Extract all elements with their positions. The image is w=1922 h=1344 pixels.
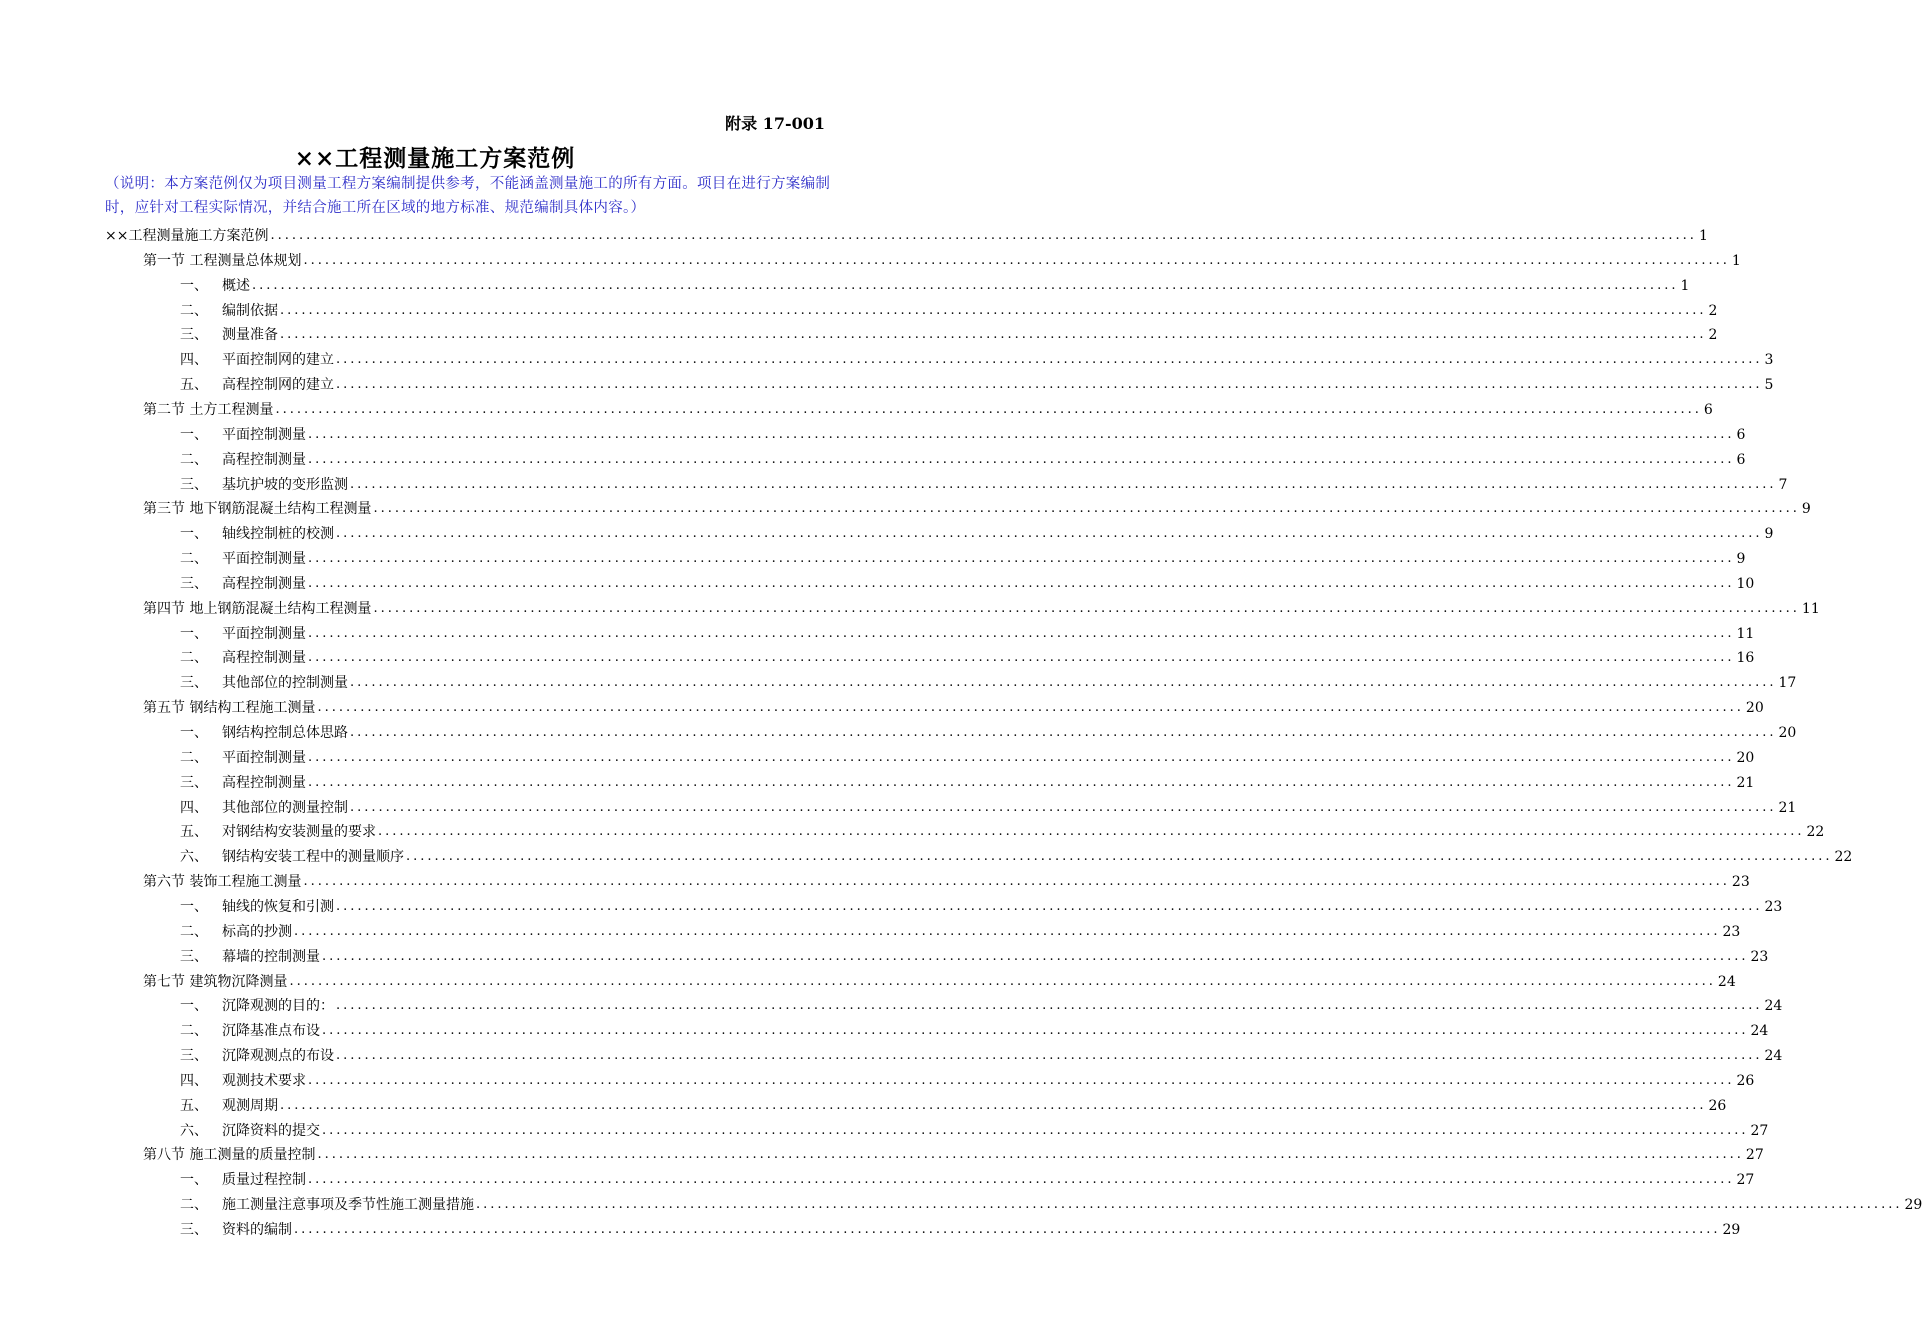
toc-page-number: 11 [1801, 600, 1820, 617]
toc-entry-label [180, 1195, 474, 1215]
toc-page-number: 7 [1778, 476, 1788, 493]
toc-entry[interactable] [180, 1017, 1769, 1041]
toc-entry-number: 一、 [180, 898, 208, 915]
toc-entry-title: 质量过程控制 [222, 1172, 306, 1189]
toc-entry-label [180, 1021, 320, 1041]
toc-entry-title: 高程控制测量 [222, 575, 306, 592]
toc-entry-number: 四、 [180, 1072, 208, 1089]
toc-page-number: 2 [1708, 302, 1718, 319]
toc-entry[interactable] [180, 1117, 1769, 1141]
toc-page-number: 2 [1708, 327, 1718, 344]
toc-entry-label [180, 325, 278, 345]
toc-entry-number: 二、 [180, 302, 208, 319]
toc-entry-number: 二、 [180, 749, 208, 766]
toc-entry-title: ××工程测量施工方案范例 [105, 228, 269, 244]
toc-page-number: 24 [1764, 1048, 1783, 1065]
toc-page-number: 10 [1736, 575, 1755, 592]
toc-entry-label [180, 1170, 306, 1190]
toc-entry-title: 平面控制测量 [222, 426, 306, 443]
toc-page-number: 5 [1764, 377, 1774, 394]
toc-leader-dots: ........................................................................................................................................................................................................ [336, 998, 1763, 1014]
toc-leader-dots: ........................................................................................................................................................................................................ [289, 973, 1716, 989]
toc-entry-title: 第八节 施工测量的质量控制 [143, 1147, 316, 1164]
toc-entry[interactable] [143, 694, 1764, 718]
toc-entry-title: 平面控制测量 [222, 625, 306, 642]
toc-page-number: 20 [1736, 749, 1755, 766]
toc-entry-label [180, 798, 348, 818]
toc-leader-dots: ........................................................................................................................................................................................................ [350, 476, 1777, 492]
toc-leader-dots: ........................................................................................................................................................................................................ [322, 1122, 1749, 1138]
toc-entry-number: 三、 [180, 675, 208, 692]
toc-entry-title: 高程控制测量 [222, 451, 306, 468]
toc-leader-dots: ........................................................................................................................................................................................................ [308, 625, 1735, 641]
toc-entry[interactable] [143, 1141, 1764, 1165]
toc-entry-title: 编制依据 [222, 302, 278, 319]
toc-page-number: 9 [1764, 526, 1774, 543]
toc-entry-number: 二、 [180, 1197, 208, 1214]
toc-entry-title: 高程控制测量 [222, 774, 306, 791]
toc-page-number: 23 [1731, 874, 1750, 891]
toc-leader-dots: ........................................................................................................................................................................................................ [303, 874, 1730, 890]
toc-entry-number: 三、 [180, 1222, 208, 1238]
toc-entry-label [180, 922, 292, 942]
toc-entry[interactable] [180, 321, 1718, 345]
toc-entry-number: 一、 [180, 998, 208, 1015]
toc-page-number: 27 [1736, 1172, 1755, 1189]
toc-entry-label [105, 226, 268, 246]
toc-entry-label [180, 1096, 278, 1116]
toc-leader-dots: ........................................................................................................................................................................................................ [350, 725, 1777, 740]
toc-entry-title: 基坑护坡的变形监测 [222, 476, 348, 493]
toc-entry[interactable] [180, 371, 1774, 395]
toc-entry[interactable] [180, 1042, 1783, 1066]
toc-page-number: 24 [1750, 1023, 1769, 1040]
toc-entry-title: 第五节 钢结构工程施工测量 [143, 700, 316, 717]
toc-page-number: 17 [1778, 675, 1797, 692]
toc-page-number: 9 [1801, 501, 1811, 518]
toc-leader-dots: ........................................................................................................................................................................................................ [378, 824, 1805, 840]
toc-entry-title: 沉降观测点的布设 [222, 1048, 334, 1065]
toc-entry[interactable] [180, 520, 1774, 544]
toc-entry-label [180, 350, 334, 370]
toc-leader-dots: ........................................................................................................................................................................................................ [252, 277, 1679, 293]
toc-entry-number: 三、 [180, 948, 208, 965]
toc-page-number: 27 [1745, 1147, 1764, 1164]
toc-entry-number: 一、 [180, 725, 208, 741]
toc-entry-title: 钢结构控制总体思路 [222, 725, 348, 741]
toc-entry-number: 二、 [180, 451, 208, 468]
toc-entry-number: 二、 [180, 551, 208, 568]
toc-entry-title: 其他部位的测量控制 [222, 799, 348, 816]
toc-entry[interactable] [180, 1092, 1727, 1116]
toc-entry[interactable] [180, 1216, 1741, 1240]
toc-entry-label [143, 599, 371, 619]
toc-entry-number: 六、 [180, 1122, 208, 1139]
toc-entry-number: 五、 [180, 824, 208, 841]
toc-page-number: 21 [1778, 799, 1797, 816]
toc-entry-number: 三、 [180, 575, 208, 592]
toc-entry[interactable] [143, 247, 1741, 271]
toc-entry-title: 高程控制网的建立 [222, 377, 334, 394]
toc-entry-title: 钢结构安装工程中的测量顺序 [222, 849, 404, 866]
toc-entry-label [180, 1071, 306, 1091]
toc-entry-label [180, 648, 306, 668]
toc-leader-dots: ........................................................................................................................................................................................................ [308, 749, 1735, 765]
toc-leader-dots: ........................................................................................................................................................................................................ [294, 1222, 1721, 1237]
toc-entry-title: 第六节 装饰工程施工测量 [143, 874, 302, 891]
toc-leader-dots: ........................................................................................................................................................................................................ [336, 352, 1763, 368]
toc-entry-number: 一、 [180, 277, 208, 294]
toc-entry-label [143, 872, 301, 892]
toc-page-number: 24 [1717, 973, 1736, 990]
toc-leader-dots: ........................................................................................................................................................................................................ [280, 302, 1707, 318]
toc-entry-title: 平面控制网的建立 [222, 352, 334, 369]
toc-page-number: 20 [1778, 725, 1797, 741]
toc-entry-number: 三、 [180, 327, 208, 344]
toc-page-number: 16 [1736, 650, 1755, 667]
toc-entry-label [180, 375, 334, 395]
toc-entry-label [180, 450, 306, 470]
toc-entry[interactable] [143, 495, 1811, 519]
toc-page-number: 6 [1703, 401, 1713, 418]
toc-entry-label [180, 475, 348, 495]
toc-leader-dots: ........................................................................................................................................................................................................ [280, 327, 1707, 343]
toc-entry-label [180, 276, 250, 296]
toc-entry[interactable] [180, 545, 1746, 569]
toc-entry-label [180, 1121, 320, 1141]
toc-entry-title: 幕墙的控制测量 [222, 948, 320, 965]
toc-entry[interactable] [180, 1067, 1755, 1091]
toc-page-number: 20 [1745, 700, 1764, 717]
toc-entry-title: 观测技术要求 [222, 1072, 306, 1089]
toc-entry-number: 二、 [180, 1023, 208, 1040]
toc-entry-label [180, 847, 404, 867]
toc-entry-label [180, 748, 306, 768]
toc-page-number: 22 [1834, 849, 1853, 866]
toc-entry-label [180, 723, 348, 743]
toc-leader-dots: ........................................................................................................................................................................................................ [350, 799, 1777, 815]
toc-leader-dots: ........................................................................................................................................................................................................ [270, 228, 1697, 243]
explanatory-note: （说明：本方案范例仅为项目测量工程方案编制提供参考，不能涵盖测量施工的所有方面。项目在进行方案编制时，应针对工程实际情况，并结合施工所在区域的地方标准、规范编制具体内容。） [105, 176, 831, 216]
toc-entry-title: 平面控制测量 [222, 551, 306, 568]
toc-entry-title: 观测周期 [222, 1097, 278, 1114]
toc-leader-dots: ........................................................................................................................................................................................................ [476, 1197, 1903, 1213]
toc-entry-title: 平面控制测量 [222, 749, 306, 766]
toc-entry[interactable] [105, 222, 1708, 246]
toc-leader-dots: ........................................................................................................................................................................................................ [303, 252, 1730, 268]
toc-entry-number: 三、 [180, 476, 208, 493]
toc-entry-label [143, 251, 301, 271]
toc-entry-label [180, 549, 306, 569]
toc-entry-number: 四、 [180, 352, 208, 369]
toc-page-number: 29 [1722, 1222, 1741, 1238]
toc-entry-title: 第二节 土方工程测量 [143, 401, 274, 418]
toc-leader-dots: ........................................................................................................................................................................................................ [280, 1097, 1707, 1113]
toc-leader-dots: ........................................................................................................................................................................................................ [308, 1072, 1735, 1088]
toc-entry-label [180, 574, 306, 594]
toc-entry-title: 高程控制测量 [222, 650, 306, 667]
toc-entry[interactable] [180, 446, 1746, 470]
toc-entry-label [180, 822, 376, 842]
toc-entry-title: 对钢结构安装测量的要求 [222, 824, 376, 841]
toc-entry[interactable] [180, 471, 1788, 495]
toc-leader-dots: ........................................................................................................................................................................................................ [275, 401, 1702, 417]
toc-entry-label [180, 301, 278, 321]
toc-leader-dots: ........................................................................................................................................................................................................ [308, 575, 1735, 591]
toc-entry-label [180, 425, 306, 445]
toc-entry[interactable] [180, 992, 1783, 1016]
toc-page-number: 21 [1736, 774, 1755, 791]
toc-entry-label [180, 1220, 292, 1240]
toc-entry[interactable] [180, 769, 1755, 793]
toc-page-number: 26 [1736, 1072, 1755, 1089]
toc-leader-dots: ........................................................................................................................................................................................................ [350, 675, 1777, 691]
appendix-number: 附录 17-001 [725, 114, 825, 133]
toc-entry[interactable] [180, 620, 1755, 644]
toc-entry-number: 五、 [180, 377, 208, 394]
toc-leader-dots: ........................................................................................................................................................................................................ [336, 1048, 1763, 1064]
toc-entry-label [180, 1046, 334, 1066]
toc-leader-dots: ........................................................................................................................................................................................................ [308, 551, 1735, 567]
toc-entry-number: 三、 [180, 774, 208, 791]
toc-entry[interactable] [180, 818, 1825, 842]
toc-entry-number: 六、 [180, 849, 208, 866]
toc-leader-dots: ........................................................................................................................................................................................................ [373, 600, 1800, 616]
toc-entry[interactable] [180, 918, 1741, 942]
toc-entry[interactable] [180, 421, 1746, 445]
toc-leader-dots: ........................................................................................................................................................................................................ [308, 451, 1735, 467]
toc-leader-dots: ........................................................................................................................................................................................................ [317, 1147, 1744, 1163]
toc-page-number: 6 [1736, 451, 1746, 468]
toc-page-number: 1 [1731, 252, 1741, 269]
toc-entry[interactable] [180, 297, 1718, 321]
toc-entry-title: 沉降基准点布设 [222, 1023, 320, 1040]
toc-entry-title: 沉降观测的目的： [222, 998, 334, 1015]
document-title: ××工程测量施工方案范例 [294, 145, 576, 172]
toc-leader-dots: ........................................................................................................................................................................................................ [308, 774, 1735, 790]
toc-entry[interactable] [180, 346, 1774, 370]
toc-page-number: 1 [1698, 228, 1708, 244]
toc-entry-number: 二、 [180, 923, 208, 940]
toc-entry[interactable] [180, 272, 1690, 296]
toc-entry-number: 一、 [180, 526, 208, 543]
toc-entry-label [143, 972, 287, 992]
toc-page-number: 22 [1806, 824, 1825, 841]
toc-entry-label [143, 1145, 315, 1165]
toc-entry-label [143, 499, 371, 519]
toc-page-number: 24 [1764, 998, 1783, 1015]
toc-page-number: 23 [1764, 898, 1783, 915]
toc-page-number: 29 [1904, 1197, 1922, 1214]
toc-leader-dots: ........................................................................................................................................................................................................ [308, 1172, 1735, 1188]
toc-entry-number: 三、 [180, 1048, 208, 1065]
toc-entry[interactable] [143, 968, 1736, 992]
toc-leader-dots: ........................................................................................................................................................................................................ [308, 426, 1735, 442]
toc-entry[interactable] [143, 868, 1750, 892]
toc-entry-label [180, 947, 320, 967]
toc-entry[interactable] [180, 1166, 1755, 1190]
toc-page-number: 26 [1708, 1097, 1727, 1114]
toc-leader-dots: ........................................................................................................................................................................................................ [406, 849, 1833, 865]
toc-entry-number: 一、 [180, 426, 208, 443]
toc-entry[interactable] [143, 595, 1820, 619]
toc-entry[interactable] [180, 794, 1797, 818]
toc-leader-dots: ........................................................................................................................................................................................................ [336, 526, 1763, 542]
toc-entry-label [180, 897, 334, 917]
toc-entry-number: 五、 [180, 1097, 208, 1114]
toc-leader-dots: ........................................................................................................................................................................................................ [336, 377, 1763, 393]
toc-entry[interactable] [180, 669, 1797, 693]
toc-entry-title: 轴线的恢复和引测 [222, 898, 334, 915]
toc-entry[interactable] [180, 943, 1769, 967]
toc-entry-label [143, 400, 273, 420]
toc-entry[interactable] [180, 744, 1755, 768]
toc-page-number: 3 [1764, 352, 1774, 369]
toc-entry-number: 二、 [180, 650, 208, 667]
toc-entry[interactable] [180, 644, 1755, 668]
toc-entry-title: 沉降资料的提交 [222, 1122, 320, 1139]
toc-entry-number: 一、 [180, 625, 208, 642]
toc-entry-label [180, 624, 306, 644]
toc-page-number: 23 [1750, 948, 1769, 965]
toc-entry-label [143, 698, 315, 718]
toc-entry-title: 轴线控制桩的校测 [222, 526, 334, 543]
toc-entry-title: 施工测量注意事项及季节性施工测量措施 [222, 1197, 474, 1214]
toc-entry-label [180, 996, 334, 1016]
toc-entry-title: 概述 [222, 277, 250, 294]
toc-entry-number: 四、 [180, 799, 208, 816]
toc-entry[interactable] [180, 893, 1783, 917]
toc-page-number: 9 [1736, 551, 1746, 568]
toc-leader-dots: ........................................................................................................................................................................................................ [294, 923, 1721, 939]
toc-entry-label [180, 673, 348, 693]
toc-entry-title: 测量准备 [222, 327, 278, 344]
toc-entry-title: 第一节 工程测量总体规划 [143, 252, 302, 269]
toc-leader-dots: ........................................................................................................................................................................................................ [322, 948, 1749, 964]
toc-entry-label [180, 524, 334, 544]
toc-page-number: 27 [1750, 1122, 1769, 1139]
toc-entry[interactable] [180, 570, 1755, 594]
toc-leader-dots: ........................................................................................................................................................................................................ [336, 898, 1763, 914]
toc-entry-title: 第三节 地下钢筋混凝土结构工程测量 [143, 501, 372, 518]
toc-entry[interactable] [143, 396, 1713, 420]
toc-entry[interactable] [180, 843, 1853, 867]
toc-leader-dots: ........................................................................................................................................................................................................ [322, 1023, 1749, 1039]
toc-leader-dots: ........................................................................................................................................................................................................ [317, 700, 1744, 716]
toc-page-number: 1 [1680, 277, 1690, 294]
toc-page-number: 6 [1736, 426, 1746, 443]
toc-entry-label [180, 773, 306, 793]
toc-entry[interactable] [180, 719, 1797, 743]
toc-leader-dots: ........................................................................................................................................................................................................ [373, 501, 1800, 517]
toc-entry-title: 资料的编制 [222, 1222, 292, 1238]
toc-entry-title: 其他部位的控制测量 [222, 675, 348, 692]
toc-page-number: 23 [1722, 923, 1741, 940]
toc-page-number: 11 [1736, 625, 1755, 642]
toc-entry[interactable] [180, 1191, 1922, 1215]
toc-entry-title: 标高的抄测 [222, 923, 292, 940]
toc-entry-number: 一、 [180, 1172, 208, 1189]
toc-leader-dots: ........................................................................................................................................................................................................ [308, 650, 1735, 666]
toc-entry-title: 第四节 地上钢筋混凝土结构工程测量 [143, 600, 372, 617]
toc-entry-title: 第七节 建筑物沉降测量 [143, 973, 288, 990]
